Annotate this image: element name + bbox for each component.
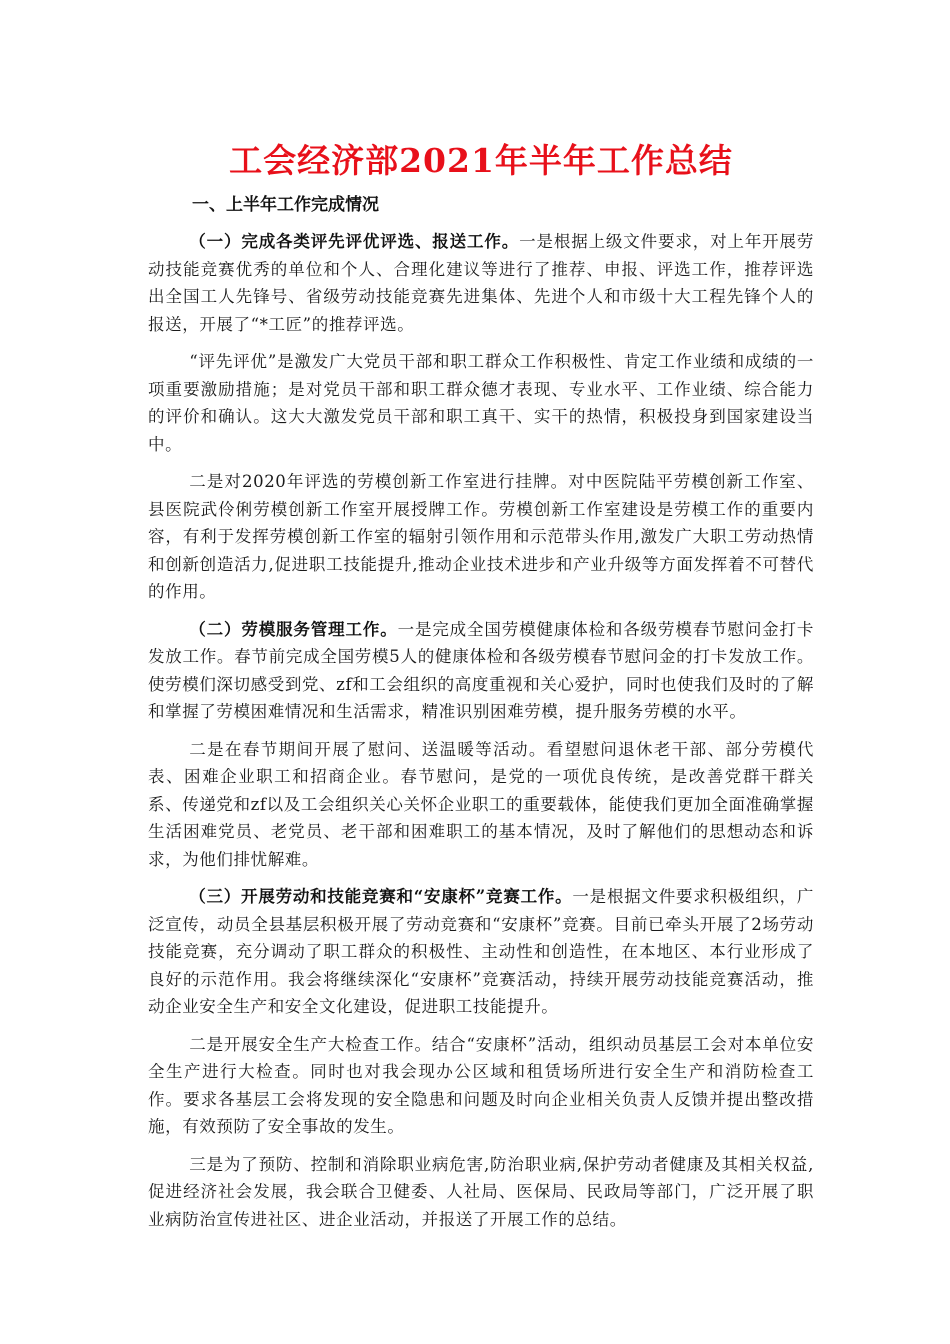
paragraph-lead: （一）完成各类评先评优评选、报送工作。: [189, 232, 520, 251]
paragraph-text: 一是完成全国劳模健康体检和各级劳模春节慰问金打卡发放工作。春节前完成全国劳模5人的健康体检和各级劳模春节慰问金的打卡发放工作。使劳模们深切感受到党、zf和工会组织的高度重视和关心爱护，同时也使我们及时的了解和掌握了劳模困难情况和生活需求，精准识别困难劳模，提升服务劳模的水平。: [148, 619, 815, 721]
paragraph-lead: （二）劳模服务管理工作。: [189, 619, 398, 639]
paragraph-text: 三是为了预防、控制和消除职业病危害,防治职业病,保护劳动者健康及其相关权益,促进经济社会发展，我会联合卫健委、人社局、医保局、民政局等部门，广泛开展了职业病防治宣传进社区、进企业活动，并报送了开展工作的总结。: [148, 1154, 814, 1229]
paragraph-5: [148, 736, 814, 874]
paragraph-text: 一是根据文件要求积极组织，广泛宣传，动员全县基层积极开展了劳动竞赛和“安康杯”竞赛。目前已牵头开展了2场劳动技能竞赛，充分调动了职工群众的积极性、主动性和创造性，在本地区、本行业形成了良好的示范作用。我会将继续深化“安康杯”竞赛活动，持续开展劳动技能竞赛活动，推动企业安全生产和安全文化建设，促进职工技能提升。: [148, 887, 814, 1016]
paragraph-2: [148, 348, 814, 458]
paragraph-4: [148, 616, 814, 726]
paragraph-8: [148, 1151, 814, 1234]
paragraph-text: 二是开展安全生产大检查工作。结合“安康杯”活动，组织动员基层工会对本单位安全生产进行大检查。同时也对我会现办公区域和租赁场所进行安全生产和消防检查工作。要求各基层工会将发现的安全隐患和问题及时向企业相关负责人反馈并提出整改措施，有效预防了安全事故的发生。: [148, 1034, 814, 1136]
paragraph-6: [148, 883, 814, 1021]
paragraph-3: [148, 468, 814, 606]
paragraph-text: “评先评优”是激发广大党员干部和职工群众工作积极性、肯定工作业绩和成绩的一项重要激励措施；是对党员干部和职工群众德才表现、专业水平、工作业绩、综合能力的评价和确认。这大大激发党员干部和职工真干、实干的热情，积极投身到国家建设当中。: [148, 352, 814, 454]
paragraph-1: [148, 228, 814, 338]
paragraph-text: 一是根据上级文件要求，对上年开展劳动技能竞赛优秀的单位和个人、合理化建议等进行了推荐、申报、评选工作，推荐评选出全国工人先锋号、省级劳动技能竞赛先进集体、先进个人和市级十大工程先锋个人的报送，开展了“*工匠”的推荐评选。: [148, 232, 815, 334]
section-heading: 一、上半年工作完成情况: [192, 195, 379, 215]
paragraph-text: 二是在春节期间开展了慰问、送温暖等活动。看望慰问退休老干部、部分劳模代表、困难企业职工和招商企业。春节慰问，是党的一项优良传统，是改善党群干群关系、传递党和zf以及工会组织关心关怀企业职工的重要载体，能使我们更加全面准确掌握生活困难党员、老党员、老干部和困难职工的基本情况，及时了解他们的思想动态和诉求，为他们排忧解难。: [148, 739, 814, 869]
paragraph-text: 二是对2020年评选的劳模创新工作室进行挂牌。对中医院陆平劳模创新工作室、县医院武伶俐劳模创新工作室开展授牌工作。劳模创新工作室建设是劳模工作的重要内容，有利于发挥劳模创新工作室的辐射引领作用和示范带头作用,激发广大职工劳动热情和创新创造活力,促进职工技能提升,推动企业技术进步和产业升级等方面发挥着不可替代的作用。: [148, 472, 814, 601]
paragraph-lead: （三）开展劳动和技能竞赛和“安康杯”竞赛工作。: [189, 887, 573, 906]
document-title: 工会经济部2021年半年工作总结: [229, 141, 733, 180]
paragraph-7: [148, 1031, 814, 1141]
